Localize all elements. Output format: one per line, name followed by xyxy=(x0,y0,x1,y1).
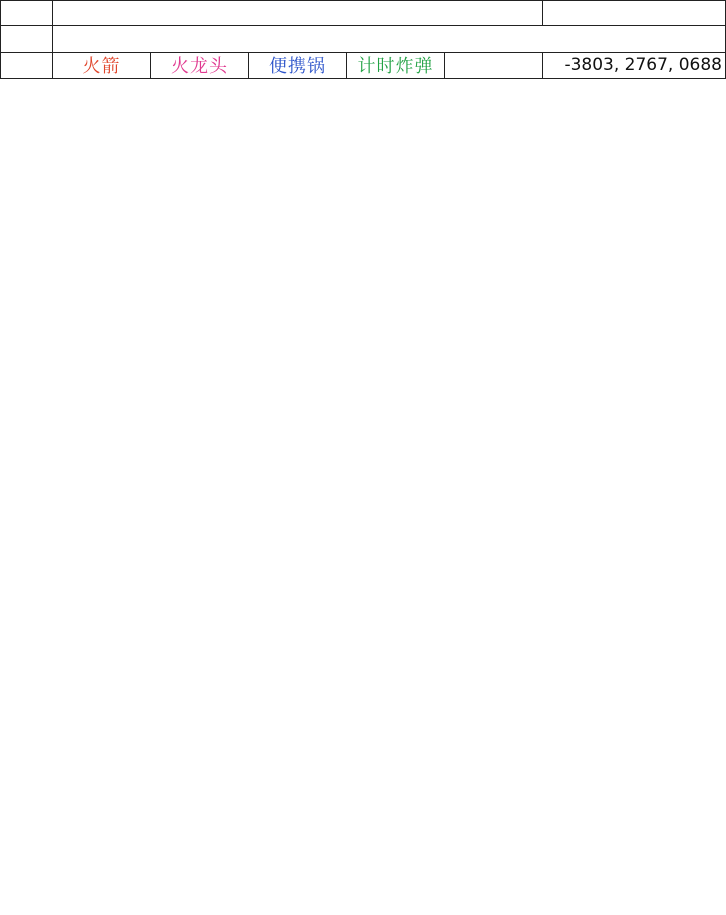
item-cell: 火箭 xyxy=(53,53,151,79)
section-row xyxy=(0,26,726,52)
section-index-cell xyxy=(0,26,53,52)
row-number xyxy=(0,53,53,79)
item-cell xyxy=(445,53,543,79)
item-cell: 便携锅 xyxy=(249,53,347,79)
item-cell: 计时炸弹 xyxy=(347,53,445,79)
section-title xyxy=(53,26,726,52)
contents-header xyxy=(53,0,543,26)
item-cell: 火龙头 xyxy=(151,53,249,79)
header-index-cell xyxy=(0,0,53,26)
header-row xyxy=(0,0,726,26)
table-row xyxy=(0,53,726,79)
coord-header xyxy=(543,0,726,26)
coordinate-cell: -3803, 2767, 0688 xyxy=(543,53,726,79)
